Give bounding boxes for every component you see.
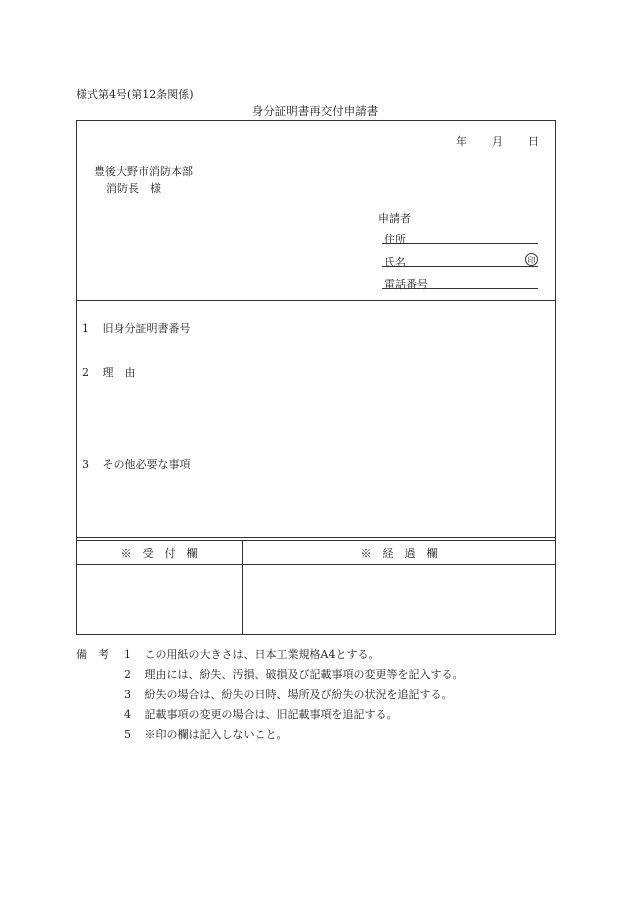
address-label: 住所 [384, 233, 406, 246]
note-3 [124, 686, 453, 702]
date-year-label: 年 [456, 135, 467, 148]
item-1 [82, 320, 191, 336]
item-1-label: 旧身分証明書番号 [102, 322, 191, 335]
note-2 [124, 666, 464, 682]
progress-header: ※ 経 過 欄 [360, 547, 438, 560]
note-2-number: 2 [124, 668, 131, 681]
note-4-text: 記載事項の変更の場合は、旧記載事項を追記する。 [144, 708, 398, 721]
notes-label: 備 考 [76, 648, 109, 661]
item-2 [82, 364, 136, 380]
note-1-text: この用紙の大きさは、日本工業規格A4とする。 [144, 648, 380, 661]
item-2-label: 理 由 [102, 366, 136, 379]
phone-label: 電話番号 [384, 278, 428, 291]
note-1-number: 1 [124, 648, 131, 661]
seal-mark: 印 [525, 253, 538, 266]
double-line-top [76, 537, 556, 538]
item-3 [82, 456, 191, 472]
item-2-number: 2 [82, 366, 89, 379]
form-number: 様式第4号(第12条関係) [76, 88, 194, 101]
item-1-number: 1 [82, 322, 89, 335]
note-1 [124, 646, 379, 662]
note-2-text: 理由には、紛失、汚損、破損及び記載事項の変更等を記入する。 [144, 668, 464, 681]
name-line[interactable] [382, 266, 538, 267]
addressee-title: 消防長 様 [106, 182, 161, 195]
note-3-number: 3 [124, 688, 131, 701]
note-5 [124, 726, 288, 742]
date-month-label: 月 [492, 135, 503, 148]
phone-line[interactable] [382, 288, 538, 289]
progress-cell [243, 565, 555, 634]
note-4 [124, 706, 398, 722]
address-line[interactable] [382, 243, 538, 244]
note-5-number: 5 [124, 728, 131, 741]
date-day-label: 日 [528, 135, 539, 148]
name-label: 氏名 [384, 256, 406, 269]
form-title: 身分証明書再交付申請書 [251, 104, 379, 118]
note-4-number: 4 [124, 708, 131, 721]
note-5-text: ※印の欄は記入しないこと。 [144, 728, 288, 741]
item-3-number: 3 [82, 458, 89, 471]
item-3-label: その他必要な事項 [102, 458, 191, 471]
addressee-org: 豊後大野市消防本部 [94, 165, 193, 178]
reception-header: ※ 受 付 欄 [120, 547, 198, 560]
applicant-label: 申請者 [378, 212, 411, 225]
note-3-text: 紛失の場合は、紛失の日時、場所及び紛失の状況を追記する。 [144, 688, 453, 701]
double-line-bottom [76, 540, 556, 541]
section-divider [76, 300, 556, 301]
reception-cell [77, 565, 241, 634]
